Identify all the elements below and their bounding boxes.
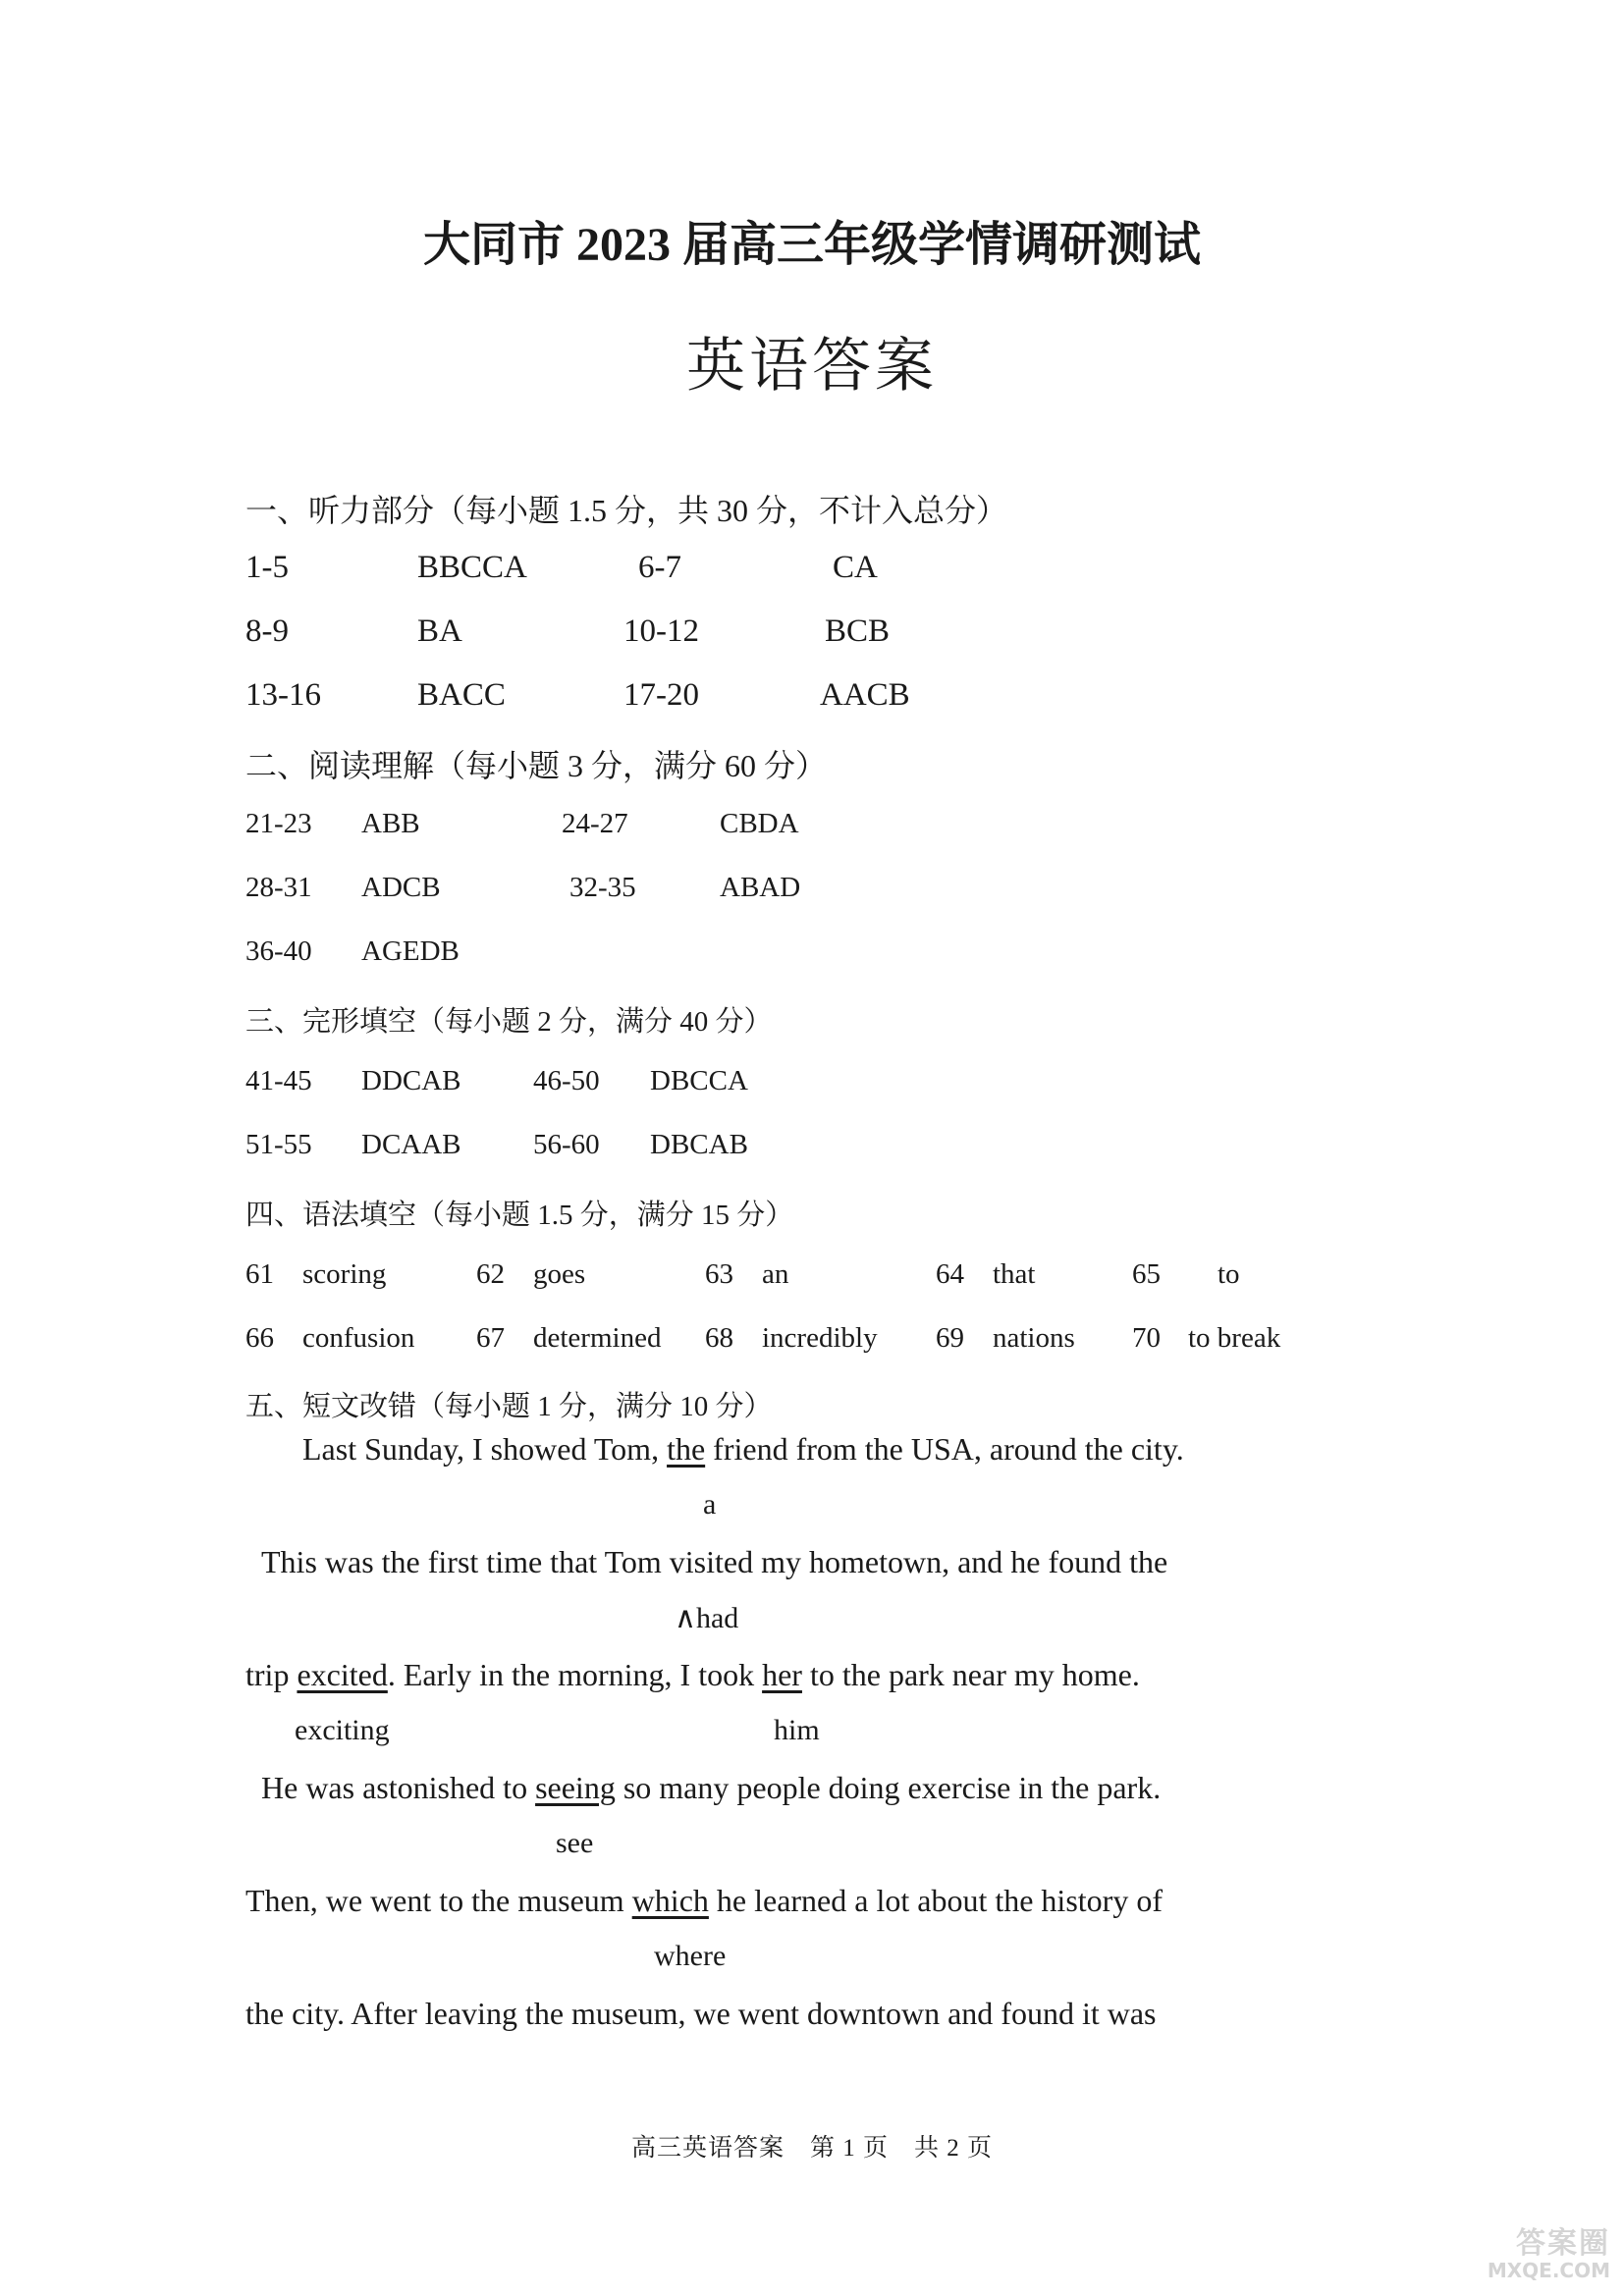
reading-heading: 二、阅读理解（每小题 3 分，满分 60 分）: [245, 748, 828, 783]
question-number: 69: [936, 1322, 964, 1354]
question-range: 32-35: [569, 872, 636, 903]
document-title: 大同市 2023 届高三年级学情调研测试: [422, 219, 1201, 271]
answer: that: [993, 1258, 1036, 1290]
answer: AGEDB: [361, 935, 460, 967]
answer: goes: [533, 1258, 586, 1290]
answer: DBCCA: [650, 1065, 748, 1096]
question-number: 68: [705, 1322, 733, 1354]
answer: BBCCA: [417, 550, 527, 585]
question-number: 61: [245, 1258, 274, 1290]
answer: ABB: [361, 808, 420, 839]
correction-word: a: [703, 1488, 717, 1521]
watermark-logo: [1443, 2228, 1610, 2287]
question-range: 28-31: [245, 872, 312, 903]
cloze-heading: 三、完形填空（每小题 2 分，满分 40 分）: [245, 1006, 773, 1038]
essay-line: the city. After leaving the museum, we went downtown and found it was: [245, 1996, 1157, 2031]
question-range: 1-5: [245, 550, 289, 585]
essay-line: This was the first time that Tom visited my hometown, and he found the: [261, 1544, 1168, 1579]
error-word: her: [762, 1657, 802, 1692]
question-range: 13-16: [245, 677, 321, 713]
answer: confusion: [302, 1322, 415, 1354]
answer: ADCB: [361, 872, 441, 903]
answer: BCB: [825, 614, 891, 649]
question-range: 41-45: [245, 1065, 312, 1096]
watermark-text: 答案圈: [1516, 2226, 1610, 2261]
correction-word: him: [774, 1714, 820, 1746]
correction-heading: 五、短文改错（每小题 1 分，满分 10 分）: [245, 1391, 773, 1422]
question-number: 63: [705, 1258, 733, 1290]
answer: scoring: [302, 1258, 387, 1290]
essay-line: [245, 1883, 1163, 1919]
page-footer: 高三英语答案 第 1 页 共 2 页: [630, 2135, 993, 2162]
essay-text: Then, we went to the museum: [245, 1883, 632, 1918]
essay-line: [261, 1770, 1161, 1806]
question-range: 21-23: [245, 808, 312, 839]
correction-word: where: [654, 1940, 727, 1972]
answer: incredibly: [762, 1322, 878, 1354]
answer: an: [762, 1258, 789, 1290]
error-word: excited: [297, 1657, 388, 1692]
essay-text: He was astonished to: [261, 1770, 536, 1805]
essay-line: [245, 1657, 1140, 1693]
question-number: 65: [1132, 1258, 1161, 1290]
question-number: 70: [1132, 1322, 1161, 1354]
question-range: 8-9: [245, 614, 289, 649]
answer: ABAD: [720, 872, 801, 903]
question-range: 46-50: [533, 1065, 600, 1096]
answer: BACC: [417, 677, 506, 713]
answer: BA: [417, 614, 462, 649]
answer: nations: [993, 1322, 1075, 1354]
correction-word: see: [556, 1827, 594, 1859]
correction-word: ∧had: [675, 1602, 739, 1634]
essay-text: to the park near my home.: [801, 1657, 1140, 1692]
answer: determined: [533, 1322, 662, 1354]
question-number: 62: [476, 1258, 505, 1290]
answer: CBDA: [720, 808, 799, 839]
question-number: 64: [936, 1258, 964, 1290]
correction-word: exciting: [295, 1714, 390, 1746]
question-range: 10-12: [623, 614, 699, 649]
answer: CA: [833, 550, 878, 585]
answer: DCAAB: [361, 1129, 461, 1160]
essay-text: so many people doing exercise in the park.: [615, 1770, 1162, 1805]
error-word: seeing: [535, 1770, 616, 1805]
question-range: 51-55: [245, 1129, 312, 1160]
essay-text: friend from the USA, around the city.: [705, 1431, 1184, 1467]
answer: to: [1218, 1258, 1240, 1290]
answer: DBCAB: [650, 1129, 748, 1160]
question-range: 24-27: [562, 808, 628, 839]
document-subtitle: 英语答案: [686, 334, 938, 399]
error-word: the: [667, 1431, 706, 1467]
answer: DDCAB: [361, 1065, 461, 1096]
question-range: 6-7: [638, 550, 681, 585]
essay-text: he learned a lot about the history of: [708, 1883, 1163, 1918]
question-number: 67: [476, 1322, 505, 1354]
question-range: 17-20: [623, 677, 699, 713]
essay-text: . Early in the morning, I took: [387, 1657, 763, 1692]
question-range: 36-40: [245, 935, 312, 967]
error-word: which: [631, 1883, 709, 1918]
answer: to break: [1188, 1322, 1281, 1354]
essay-line: [302, 1431, 1184, 1468]
question-range: 56-60: [533, 1129, 600, 1160]
question-number: 66: [245, 1322, 274, 1354]
grammar-heading: 四、语法填空（每小题 1.5 分，满分 15 分）: [245, 1200, 794, 1231]
watermark-url: MXQE.COM: [1487, 2259, 1610, 2282]
listening-heading: 一、听力部分（每小题 1.5 分，共 30 分，不计入总分）: [245, 493, 1008, 528]
essay-text: Last Sunday, I showed Tom,: [302, 1431, 668, 1467]
answer: AACB: [820, 677, 910, 713]
essay-text: trip: [245, 1657, 298, 1692]
